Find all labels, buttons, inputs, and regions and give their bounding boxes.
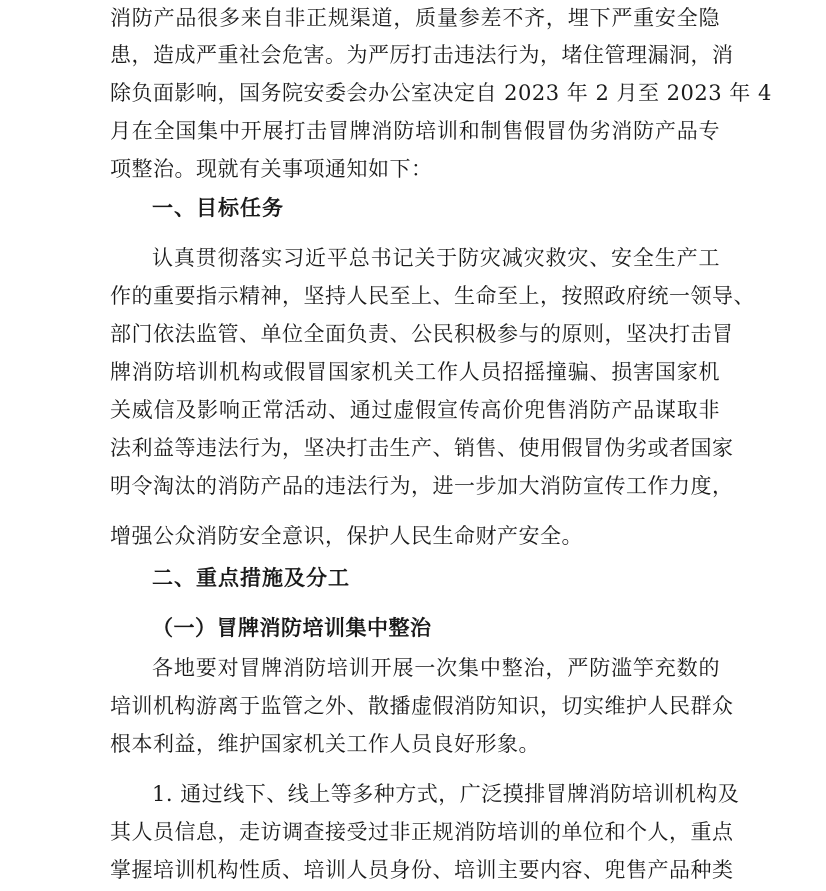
- training-line-2: 培训机构游离于监管之外、散播虚假消防知识，切实维护人民群众: [110, 694, 734, 718]
- intro-line-5: 项整治。现就有关事项通知如下：: [110, 157, 433, 181]
- intro-line-3: 除负面影响，国务院安委会办公室决定自 2023 年 2 月至 2023 年 4: [110, 81, 772, 105]
- goals-line-7: 明令淘汰的消防产品的违法行为，进一步加大消防宣传工作力度，: [110, 474, 734, 498]
- subsection-heading-training: （一）冒牌消防培训集中整治: [152, 616, 432, 640]
- goals-line-4: 牌消防培训机构或假冒国家机关工作人员招摇撞骗、损害国家机: [110, 360, 720, 384]
- goals-line-1: 认真贯彻落实习近平总书记关于防灾减灾救灾、安全生产工: [152, 246, 720, 270]
- goals-line-8: 增强公众消防安全意识，保护人民生命财产安全。: [110, 524, 583, 548]
- section-heading-measures: 二、重点措施及分工: [152, 566, 350, 590]
- training-line-3: 根本利益，维护国家机关工作人员良好形象。: [110, 732, 540, 756]
- intro-line-1: 消防产品很多来自非正规渠道，质量参差不齐，埋下严重安全隐: [110, 6, 720, 30]
- goals-line-6: 法利益等违法行为，坚决打击生产、销售、使用假冒伪劣或者国家: [110, 436, 734, 460]
- intro-line-4: 月在全国集中开展打击冒牌消防培训和制售假冒伪劣消防产品专: [110, 119, 720, 143]
- item1-line-3: 掌握培训机构性质、培训人员身份、培训主要内容、兜售产品种类: [110, 858, 734, 882]
- goals-line-5: 关威信及影响正常活动、通过虚假宣传高价兜售消防产品谋取非: [110, 398, 720, 422]
- training-line-1: 各地要对冒牌消防培训开展一次集中整治，严防滥竽充数的: [152, 656, 720, 680]
- intro-line-2: 患，造成严重社会危害。为严厉打击违法行为，堵住管理漏洞，消: [110, 43, 734, 67]
- item1-line-2: 其人员信息，走访调查接受过非正规消防培训的单位和个人，重点: [110, 820, 734, 844]
- goals-line-3: 部门依法监管、单位全面负责、公民积极参与的原则，坚决打击冒: [110, 322, 734, 346]
- goals-line-2: 作的重要指示精神，坚持人民至上、生命至上，按照政府统一领导、: [110, 284, 755, 308]
- section-heading-goals: 一、目标任务: [152, 196, 284, 220]
- item1-line-1: 1. 通过线下、线上等多种方式，广泛摸排冒牌消防培训机构及: [152, 782, 740, 806]
